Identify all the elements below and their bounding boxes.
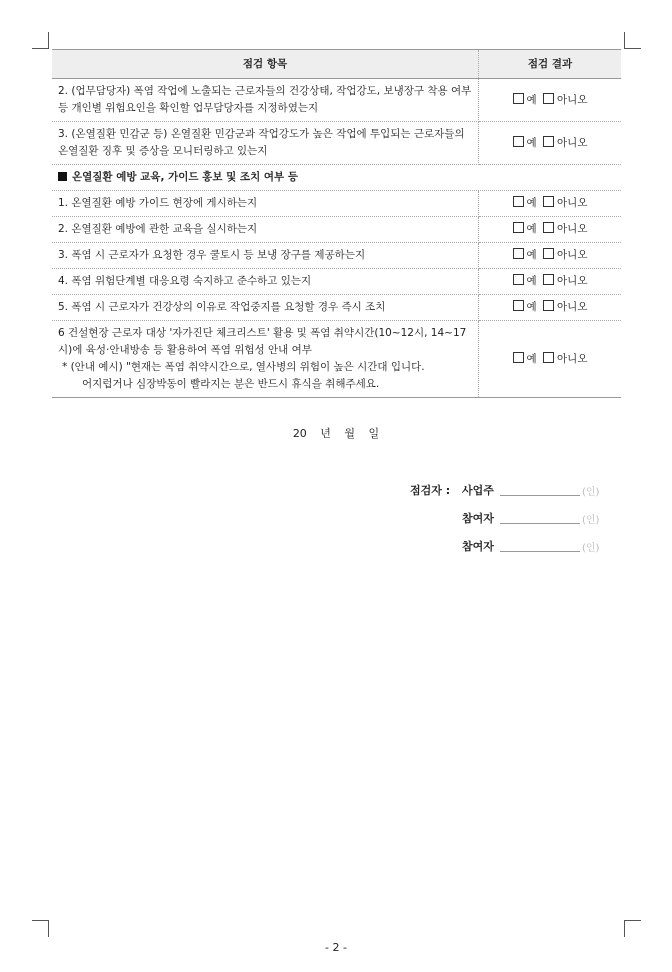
inspector-label: 점검자 : <box>410 484 451 497</box>
table-row <box>52 79 621 122</box>
table-row <box>52 191 621 217</box>
result-cell: 예 아니오 <box>479 122 622 165</box>
date-line: 20 년 월 일 <box>292 427 380 440</box>
item-text: 2. (업무담당자) 폭염 작업에 노출되는 근로자들의 건강상태, 작업강도, 보냉장구 착용 여부 등 개인별 위험요인을 확인할 업무담당자를 지정하였는지 <box>52 79 479 122</box>
crop-mark-top-left <box>32 32 49 49</box>
checkbox-no[interactable] <box>543 248 554 259</box>
table-row <box>52 321 621 398</box>
result-cell: 예 아니오 <box>479 243 622 269</box>
item-text: 5. 폭염 시 근로자가 건강상의 이유로 작업중지를 요청할 경우 즉시 조치 <box>52 295 479 321</box>
participant-label: 참여자 <box>462 512 494 525</box>
checkbox-no[interactable] <box>543 222 554 233</box>
result-cell: 예 아니오 <box>479 191 622 217</box>
result-cell: 예 아니오 <box>479 321 622 398</box>
table-row <box>52 295 621 321</box>
table-row <box>52 122 621 165</box>
table-header-row <box>52 50 621 79</box>
item-text: 3. 폭염 시 근로자가 요청한 경우 쿨토시 등 보냉 장구를 제공하는지 <box>52 243 479 269</box>
table-row <box>52 217 621 243</box>
result-cell: 예 아니오 <box>479 295 622 321</box>
checkbox-no[interactable] <box>543 300 554 311</box>
checkbox-yes[interactable] <box>513 352 524 363</box>
checkbox-yes[interactable] <box>513 274 524 285</box>
checklist-table <box>52 49 621 398</box>
black-square-icon <box>58 172 67 181</box>
employer-label: 사업주 <box>462 484 494 497</box>
checkbox-yes[interactable] <box>513 222 524 233</box>
item-note: * (안내 예시) "현재는 폭염 취약시간으로, 열사병의 위험이 높은 시간대 입니다. <box>62 361 425 373</box>
section-row <box>52 165 621 191</box>
checkbox-no[interactable] <box>543 352 554 363</box>
checkbox-no[interactable] <box>543 274 554 285</box>
checkbox-yes[interactable] <box>513 248 524 259</box>
section-heading: 온열질환 예방 교육, 가이드 홍보 및 조치 여부 등 <box>52 165 621 191</box>
participant-signature-line[interactable] <box>500 511 580 524</box>
checkbox-yes[interactable] <box>513 196 524 207</box>
item-text: 3. (온열질환 민감군 등) 온열질환 민감군과 작업강도가 높은 작업에 투입되는 근로자들의 온열질환 징후 및 증상을 모니터링하고 있는지 <box>52 122 479 165</box>
employer-seal: (인) <box>582 487 600 498</box>
participant-signature-line[interactable] <box>500 539 580 552</box>
result-cell: 예 아니오 <box>479 217 622 243</box>
item-text: 1. 온열질환 예방 가이드 현장에 게시하는지 <box>52 191 479 217</box>
employer-signature-line[interactable] <box>500 483 580 496</box>
table-row <box>52 269 621 295</box>
crop-mark-bottom-right <box>624 920 641 937</box>
participant-seal: (인) <box>582 543 600 554</box>
item-text: 4. 폭염 위험단계별 대응요령 숙지하고 준수하고 있는지 <box>52 269 479 295</box>
table-row <box>52 243 621 269</box>
item-cell <box>52 321 479 398</box>
crop-mark-top-right <box>624 32 641 49</box>
checkbox-yes[interactable] <box>513 136 524 147</box>
item-note-continued: 어지럽거나 심장박동이 빨라지는 분은 반드시 휴식을 취해주세요. <box>82 378 380 390</box>
result-cell: 예 아니오 <box>479 79 622 122</box>
crop-mark-bottom-left <box>32 920 49 937</box>
header-item: 점검 항목 <box>52 50 479 79</box>
header-result: 점검 결과 <box>479 50 622 79</box>
page-number: - 2 - <box>325 941 347 954</box>
item-text: 2. 온열질환 예방에 관한 교육을 실시하는지 <box>52 217 479 243</box>
result-cell: 예 아니오 <box>479 269 622 295</box>
checkbox-no[interactable] <box>543 136 554 147</box>
item-text: 6 건설현장 근로자 대상 '자가진단 체크리스트' 활용 및 폭염 취약시간(10~12시, 14~17시)에 육성·안내방송 등 활용하여 폭염 위험성 안내 여부 <box>58 327 467 356</box>
checkbox-yes[interactable] <box>513 300 524 311</box>
checkbox-no[interactable] <box>543 196 554 207</box>
checkbox-no[interactable] <box>543 93 554 104</box>
participant-label: 참여자 <box>462 540 494 553</box>
participant-seal: (인) <box>582 515 600 526</box>
checkbox-yes[interactable] <box>513 93 524 104</box>
